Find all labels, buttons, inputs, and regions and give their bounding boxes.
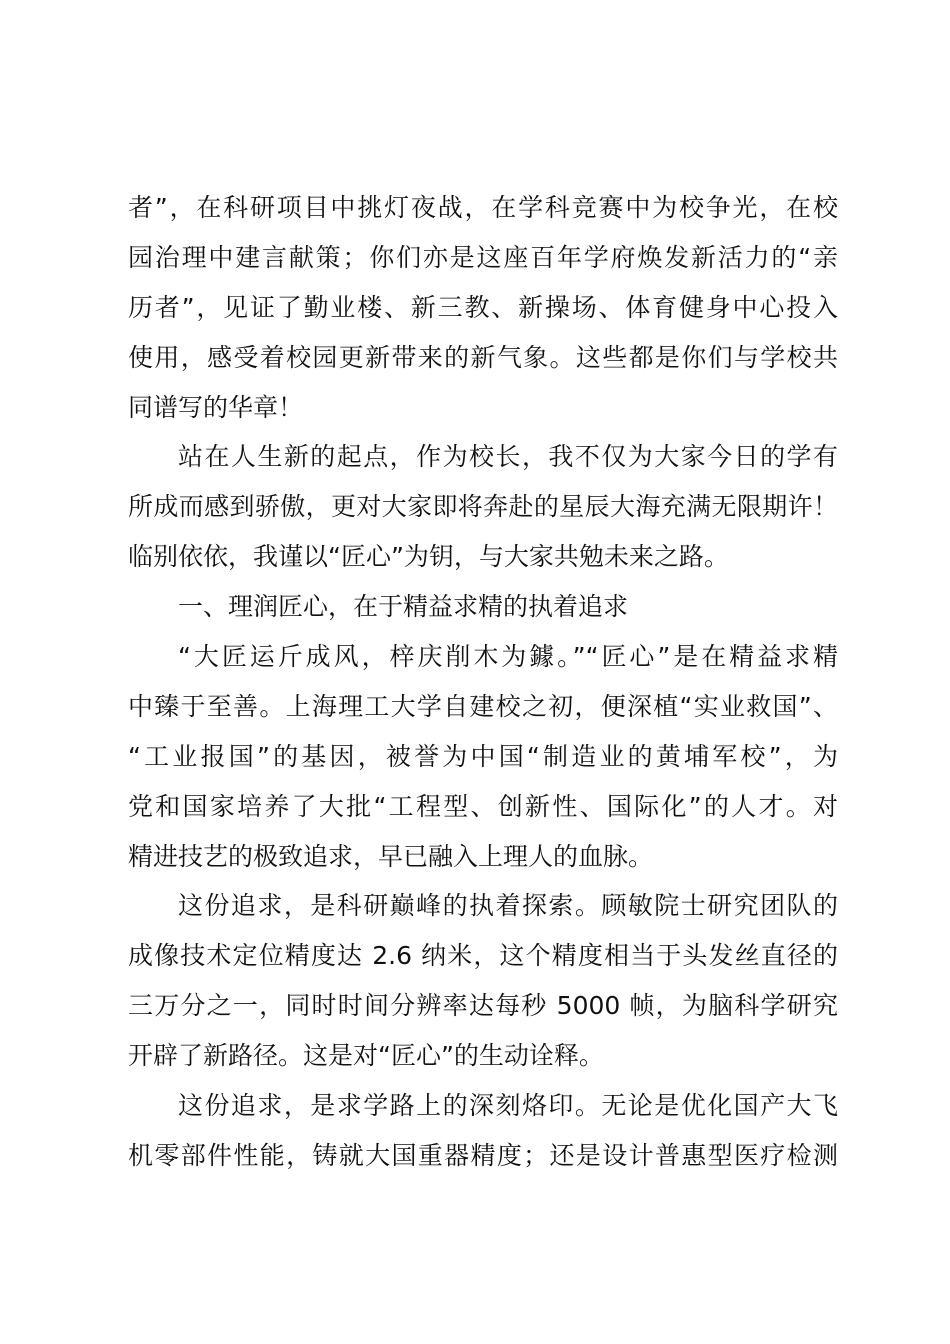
- text-line: 者”，在科研项目中挑灯夜战，在学科竞赛中为校争光，在校: [128, 193, 838, 222]
- text-line: 这份追求，是求学路上的深刻烙印。无论是优化国产大飞: [178, 1091, 838, 1121]
- text-line: 成像技术定位精度达 2.6 纳米，这个精度相当于头发丝直径的: [128, 941, 838, 971]
- text-line: 所成而感到骄傲，更对大家即将奔赴的星辰大海充满无限期许！: [128, 492, 838, 522]
- text-line: 开辟了新路径。这是对“匠心”的生动诠释。: [128, 1041, 604, 1071]
- section-heading: 一、理润匠心，在于精益求精的执着追求: [178, 592, 629, 622]
- text-line: “大匠运斤成风，梓庆削木为鐻。”“匠心”是在精益求精: [178, 642, 838, 672]
- text-line: 临别依依，我谨以“匠心”为钥，与大家共勉未来之路。: [128, 542, 729, 572]
- text-line: 党和国家培养了大批“工程型、创新性、国际化”的人才。对: [128, 791, 838, 821]
- text-line: 站在人生新的起点，作为校长，我不仅为大家今日的学有: [178, 442, 838, 472]
- text-line: 同谱写的华章！: [128, 392, 304, 422]
- text-line: 机零部件性能，铸就大国重器精度；还是设计普惠型医疗检测: [128, 1140, 838, 1170]
- text-line: 中臻于至善。上海理工大学自建校之初，便深植“实业救国”、: [128, 691, 838, 721]
- document-body: [128, 183, 838, 1181]
- text-line: 精进技艺的极致追求，早已融入上理人的血脉。: [128, 841, 654, 871]
- text-line: 这份追求，是科研巅峰的执着探索。顾敏院士研究团队的: [178, 891, 838, 921]
- text-line: “工业报国”的基因，被誉为中国“制造业的黄埔军校”，为: [128, 741, 838, 771]
- text-line: 园治理中建言献策；你们亦是这座百年学府焕发新活力的“亲: [128, 242, 838, 272]
- text-line: 历者”，见证了勤业楼、新三教、新操场、体育健身中心投入: [128, 292, 838, 322]
- text-line: 使用，感受着校园更新带来的新气象。这些都是你们与学校共: [128, 342, 838, 372]
- text-line: 三万分之一，同时时间分辨率达每秒 5000 帧，为脑科学研究: [128, 991, 838, 1021]
